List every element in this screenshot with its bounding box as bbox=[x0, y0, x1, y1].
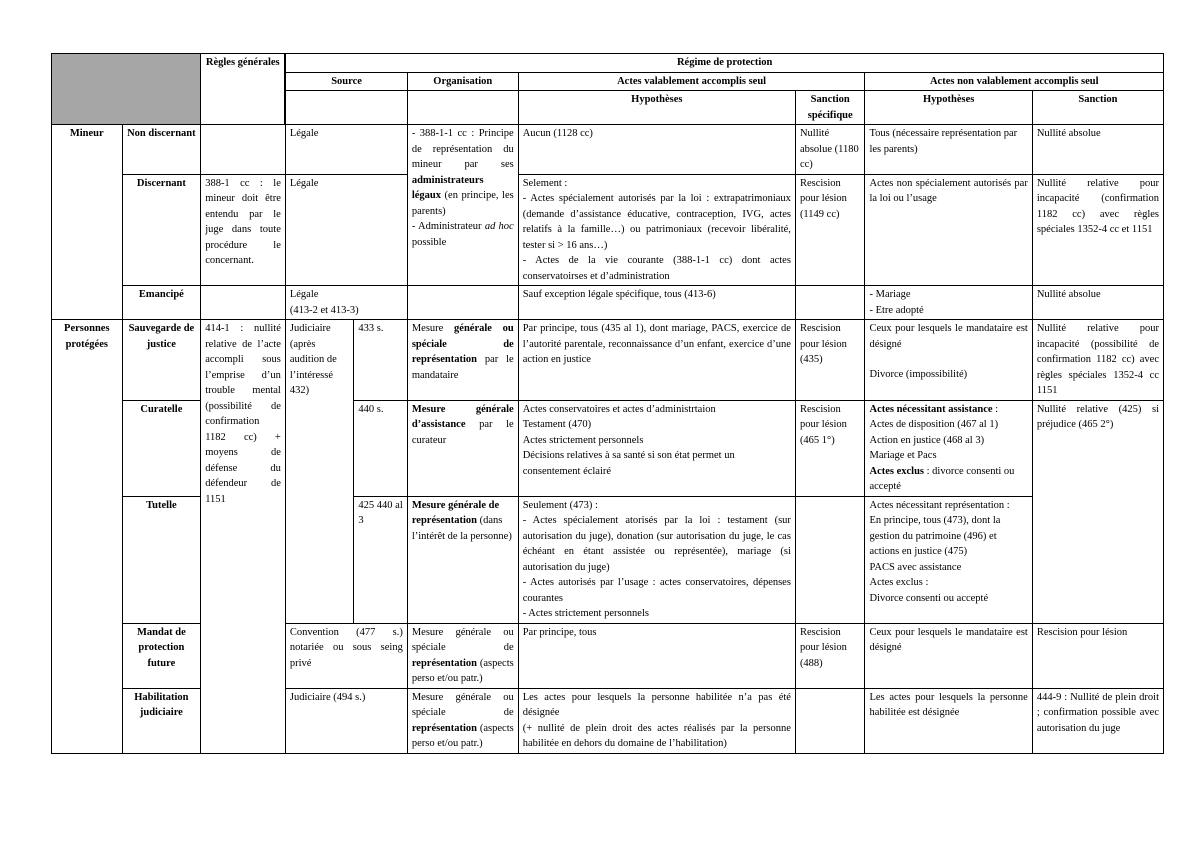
header-row-1 bbox=[52, 54, 1164, 73]
tutelle-hnv-1: Actes nécessitant représentation : bbox=[869, 499, 1010, 511]
row-label-non-discernant: Non discernant bbox=[122, 125, 201, 175]
mineur-org-text-2: (en principe, les parents) bbox=[411, 190, 514, 217]
curatelle-hyp-valable bbox=[518, 400, 795, 496]
curatelle-hv-3: Actes strictement personnels bbox=[522, 434, 644, 446]
emancipe-hnv-2: - Etre adopté bbox=[869, 304, 924, 316]
discernant-source: Légale bbox=[285, 174, 407, 286]
discernant-hyp-non-valable: Actes non spécialement autorisés par la loi ou l’usage bbox=[865, 174, 1032, 286]
pp-regles-generales: 414-1 : nullité relative de l’acte accompli sous l’emprise d’un trouble mental (possibilité de confirmation 1182 cc) + moyens de défense du défendeur de 1151 bbox=[201, 320, 286, 754]
sauvegarde-hyp-valable: Par principe, tous (435 al 1), dont mariage, PACS, exercice de l’autorité parentale, reconnaissance d’un enfant, exercice d’une action en justice bbox=[518, 320, 795, 401]
emancipe-hnv-1: - Mariage bbox=[869, 289, 911, 300]
habilitation-hv-2: (+ nullité de plein droit des actes réalisés par la personne habilitée en dehors du domaine de l’habilitation) bbox=[522, 722, 791, 749]
habilitation-organisation bbox=[407, 688, 518, 753]
tutelle-hyp-valable bbox=[518, 496, 795, 623]
emancipe-hyp-non-valable bbox=[865, 286, 1032, 320]
sauvegarde-hnv-spacer bbox=[869, 352, 1027, 367]
mineur-org-bold: administrateurs légaux bbox=[411, 174, 484, 201]
mandat-org-2: (aspects perso et/ou patr.) bbox=[411, 657, 514, 684]
curatelle-hnv-1: : bbox=[995, 403, 999, 415]
mandat-sanction-specifique: Rescision pour lésion (488) bbox=[795, 623, 865, 688]
habilitation-sanction-specifique-blank bbox=[795, 688, 865, 753]
sauvegarde-organisation bbox=[407, 320, 518, 401]
sauvegarde-org-bold: générale ou spéciale de représentation bbox=[411, 323, 514, 365]
non-discernant-hyp-valable: Aucun (1128 cc) bbox=[518, 125, 795, 175]
curatelle-hnv-4: Mariage et Pacs bbox=[869, 450, 937, 461]
mandat-source: Convention (477 s.) notariée ou sous seing privé bbox=[285, 623, 407, 688]
curatelle-hnv-bold-2: Actes exclus bbox=[869, 465, 925, 477]
mineur-org-text-1: - 388-1-1 cc : Principe de représentation du mineur par ses bbox=[411, 128, 514, 170]
curatelle-hnv-line-1 bbox=[869, 402, 1027, 418]
tutelle-hnv-4: Actes exclus : bbox=[869, 577, 929, 588]
tutelle-hnv-5: Divorce consenti ou accepté bbox=[869, 592, 989, 604]
tutelle-organisation bbox=[407, 496, 518, 623]
row-label-emancipe: Emancipé bbox=[122, 286, 201, 320]
mineur-org-italic: ad hoc bbox=[484, 221, 514, 232]
row-emancipe bbox=[52, 286, 1164, 320]
header-organisation: Organisation bbox=[407, 72, 518, 91]
header-hypotheses-valables: Hypothèses bbox=[518, 91, 795, 125]
non-discernant-sanction: Nullité absolue bbox=[1032, 125, 1163, 175]
discernant-hyp-valable bbox=[518, 174, 795, 286]
mineur-regles-generales: 388-1 cc : le mineur doit être entendu par le juge dans toute procédure le concernant. bbox=[201, 174, 286, 286]
curatelle-hnv-bold-1: Actes nécessitant assistance bbox=[869, 403, 993, 415]
curatelle-tutelle-sanction: Nullité relative (425) si préjudice (465 2°) bbox=[1032, 400, 1163, 623]
mandat-organisation bbox=[407, 623, 518, 688]
tutelle-hnv-3: PACS avec assistance bbox=[869, 561, 962, 573]
header-sanction: Sanction bbox=[1032, 91, 1163, 125]
tutelle-hv-2: - Actes spécialement atorisés par la loi : testament (sur autorisation du juge), donation (sur autorisation du juge, le cas échéant en étant assistée ou représentée), mariage (si autorisation du juge) bbox=[522, 515, 791, 573]
sauvegarde-hyp-non-valable bbox=[865, 320, 1032, 401]
discernant-sanction: Nullité relative pour incapacité (confirmation 1182 cc) avec règles spéciales 1352-4 cc et 1151 bbox=[1032, 174, 1163, 286]
curatelle-hv-1: Actes conservatoires et actes d’administrtaion bbox=[522, 403, 716, 415]
mineur-org-text-3: - Administrateur bbox=[411, 221, 482, 232]
non-discernant-hyp-non-valable: Tous (nécessaire représentation par les parents) bbox=[865, 125, 1032, 175]
header-actes-valables: Actes valablement accomplis seul bbox=[518, 72, 865, 91]
discernant-sanction-specifique: Rescision pour lésion (1149 cc) bbox=[795, 174, 865, 286]
non-discernant-sanction-specifique: Nullité absolue (1180 cc) bbox=[795, 125, 865, 175]
sauvegarde-hnv-1: Ceux pour lesquels le mandataire est désigné bbox=[869, 323, 1028, 350]
habilitation-sanction: 444-9 : Nullité de plein droit ; confirmation possible avec autorisation du juge bbox=[1032, 688, 1163, 753]
row-label-discernant: Discernant bbox=[122, 174, 201, 286]
row-label-mandat: Mandat de protection future bbox=[122, 623, 201, 688]
mineur-org-text-4: possible bbox=[411, 236, 447, 248]
header-corner-cell bbox=[52, 54, 201, 125]
tutelle-hv-3: - Actes autorisés par l’usage : actes conservatoires, dépenses courantes bbox=[522, 577, 791, 604]
header-source-blank bbox=[285, 91, 407, 125]
sauvegarde-sanction: Nullité relative pour incapacité (possibilité de confirmation 1182 cc) avec règles spéciales 1352-4 cc 1151 bbox=[1032, 320, 1163, 401]
row-label-curatelle: Curatelle bbox=[122, 400, 201, 496]
mandat-hyp-valable: Par principe, tous bbox=[518, 623, 795, 688]
habilitation-hyp-valable bbox=[518, 688, 795, 753]
curatelle-hnv-line-5 bbox=[869, 464, 1027, 495]
habilitation-org-bold: représentation bbox=[411, 722, 477, 734]
tutelle-article: 425 440 al 3 bbox=[354, 496, 407, 623]
sauvegarde-org-2: par le mandataire bbox=[411, 354, 514, 381]
tutelle-hv-1: Seulement (473) : bbox=[522, 499, 598, 511]
emancipe-source-1: Légale bbox=[289, 289, 319, 300]
curatelle-hnv-3: Action en justice (468 al 3) bbox=[869, 434, 985, 446]
emancipe-source bbox=[285, 286, 407, 320]
tutelle-hnv-2: En principe, tous (473), dont la gestion du patrimoine (496) et actions en justice (475) bbox=[869, 515, 1001, 557]
mineur-organisation bbox=[407, 125, 518, 286]
row-label-habilitation: Habilitation judiciaire bbox=[122, 688, 201, 753]
tutelle-hv-4: - Actes strictement personnels bbox=[522, 608, 649, 619]
curatelle-hnv-5: : divorce consenti ou accepté bbox=[869, 465, 1015, 492]
judiciaire-source: Judiciaire (après audition de l’intéressé 432) bbox=[285, 320, 354, 624]
group-personnes-protegees: Personnes protégées bbox=[52, 320, 123, 754]
header-source: Source bbox=[285, 72, 407, 91]
curatelle-sanction-specifique: Rescision pour lésion (465 1°) bbox=[795, 400, 865, 496]
emancipe-regles-blank bbox=[201, 286, 286, 320]
sauvegarde-sanction-specifique: Rescision pour lésion (435) bbox=[795, 320, 865, 401]
mineur-regles-top bbox=[201, 125, 286, 175]
row-non-discernant bbox=[52, 125, 1164, 175]
tutelle-org-bold: Mesure générale de représentation bbox=[411, 499, 500, 526]
habilitation-source: Judiciaire (494 s.) bbox=[285, 688, 407, 753]
protection-regime-table bbox=[51, 53, 1164, 754]
sauvegarde-hnv-2: Divorce (impossibilité) bbox=[869, 369, 968, 380]
row-label-sauvegarde: Sauvegarde de justice bbox=[122, 320, 201, 401]
curatelle-org-bold: Mesure générale d’assistance bbox=[411, 403, 514, 430]
tutelle-org-2: (dans l’intérêt de la personne) bbox=[411, 515, 512, 542]
curatelle-org-2: par le curateur bbox=[411, 419, 514, 446]
emancipe-sanction-specifique-blank bbox=[795, 286, 865, 320]
header-regime-protection: Régime de protection bbox=[285, 54, 1163, 73]
emancipe-organisation-blank bbox=[407, 286, 518, 320]
emancipe-sanction: Nullité absolue bbox=[1032, 286, 1163, 320]
non-discernant-source: Légale bbox=[285, 125, 407, 175]
discernant-hv-line-2: - Actes spécialement autorisés par la loi : extrapatrimoniaux (demande d’assistance éducative, contraception, IVG, actes relatifs à la famille…) ou patrimoniaux (recevoir libéralité, tester si > 16 ans…) bbox=[522, 193, 791, 251]
mandat-hyp-non-valable: Ceux pour lesquels le mandataire est désigné bbox=[865, 623, 1032, 688]
curatelle-hv-2: Testament (470) bbox=[522, 419, 592, 430]
header-actes-non-valables: Actes non valablement accomplis seul bbox=[865, 72, 1164, 91]
discernant-hv-line-3: - Actes de la vie courante (388-1-1 cc) dont actes conservatoirses et d’administration bbox=[522, 255, 791, 282]
curatelle-organisation bbox=[407, 400, 518, 496]
emancipe-source-2: (413-2 et 413-3) bbox=[289, 304, 359, 316]
header-sanction-specifique: Sanction spécifique bbox=[795, 91, 865, 125]
mandat-org-1: Mesure générale ou spéciale de bbox=[411, 626, 514, 653]
header-regles-generales: Règles générales bbox=[201, 54, 286, 125]
mandat-sanction: Rescision pour lésion bbox=[1032, 623, 1163, 688]
habilitation-org-1: Mesure générale ou spéciale de bbox=[411, 691, 514, 718]
emancipe-hyp-valable: Sauf exception légale spécifique, tous (413-6) bbox=[518, 286, 795, 320]
header-hypotheses-non-valables: Hypothèses bbox=[865, 91, 1032, 125]
row-discernant bbox=[52, 174, 1164, 286]
row-label-tutelle: Tutelle bbox=[122, 496, 201, 623]
curatelle-hv-4: Décisions relatives à sa santé si son état permet un consentement éclairé bbox=[522, 450, 735, 477]
sauvegarde-article: 433 s. bbox=[354, 320, 407, 401]
habilitation-org-2: (aspects perso et/ou patr.) bbox=[411, 722, 514, 749]
discernant-hv-line-1: Selement : bbox=[522, 177, 568, 189]
curatelle-article: 440 s. bbox=[354, 400, 407, 496]
mandat-org-bold: représentation bbox=[411, 657, 477, 669]
habilitation-hyp-non-valable: Les actes pour lesquels la personne habilitée est désignée bbox=[865, 688, 1032, 753]
curatelle-hyp-non-valable bbox=[865, 400, 1032, 496]
header-organisation-blank bbox=[407, 91, 518, 125]
tutelle-sanction-specifique-blank bbox=[795, 496, 865, 623]
row-sauvegarde bbox=[52, 320, 1164, 401]
sauvegarde-org-1: Mesure bbox=[411, 323, 444, 334]
habilitation-hv-1: Les actes pour lesquels la personne habilitée n’a pas été désignée bbox=[522, 691, 791, 718]
curatelle-hnv-2: Actes de disposition (467 al 1) bbox=[869, 419, 999, 430]
tutelle-hyp-non-valable bbox=[865, 496, 1032, 623]
group-mineur: Mineur bbox=[52, 125, 123, 320]
